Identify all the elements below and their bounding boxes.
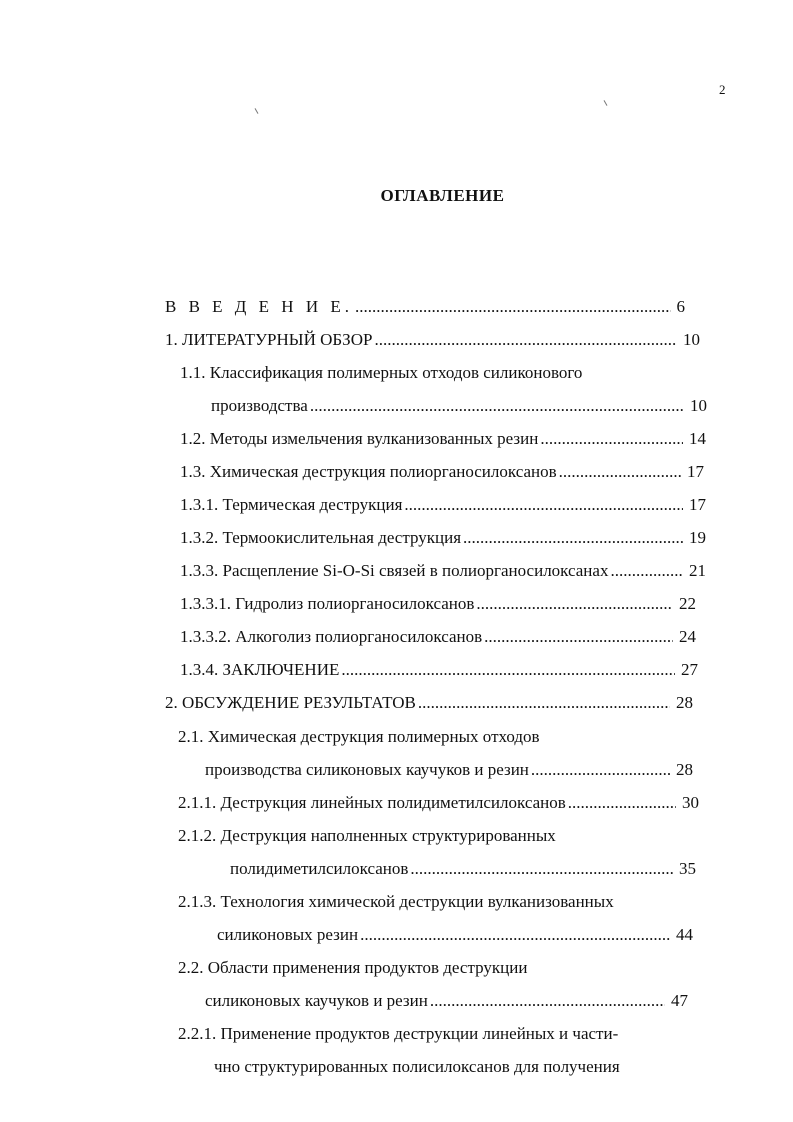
toc-entry-text: производства силиконовых каучуков и резин xyxy=(205,760,529,779)
dot-leader xyxy=(476,593,673,615)
toc-entry-page: 27 xyxy=(681,660,698,679)
toc-entry-text: производства xyxy=(211,396,308,415)
toc-entry-text: чно структурированных полисилоксанов для получения xyxy=(214,1057,620,1076)
dot-leader xyxy=(463,527,683,549)
toc-entry-page: 10 xyxy=(690,396,707,415)
toc-entry xyxy=(180,659,698,681)
toc-entry-page: 30 xyxy=(682,793,699,812)
dot-leader xyxy=(374,329,677,351)
toc-entry-text: 2.1.1. Деструкция линейных полидиметилсилоксанов xyxy=(178,793,566,812)
toc-entry-page: 10 xyxy=(683,330,700,349)
toc-entry-text: 1. ЛИТЕРАТУРНЫЙ ОБЗОР xyxy=(165,330,373,349)
toc-entry-page: 19 xyxy=(689,528,706,547)
dot-leader xyxy=(531,759,670,781)
dot-leader xyxy=(568,792,676,814)
toc-entry-text: 2.1.2. Деструкция наполненных структурированных xyxy=(178,826,556,845)
dot-leader xyxy=(360,924,670,946)
toc-entry xyxy=(165,692,693,714)
dot-leader xyxy=(610,560,683,582)
toc-entry-page: 24 xyxy=(679,627,696,646)
toc-entry-page: 47 xyxy=(671,991,688,1010)
toc-entry-page: 14 xyxy=(689,429,706,448)
toc-entry xyxy=(205,759,693,781)
toc-entry xyxy=(180,527,706,549)
toc-entry-text: 1.2. Методы измельчения вулканизованных резин xyxy=(180,429,539,448)
toc-entry xyxy=(214,1056,620,1078)
toc-entry-page: 22 xyxy=(679,594,696,613)
toc-entry xyxy=(165,296,685,318)
toc-entry xyxy=(211,395,707,417)
dot-leader xyxy=(341,659,675,681)
toc-entry-text: 1.3.1. Термическая деструкция xyxy=(180,495,403,514)
toc-entry xyxy=(180,626,696,648)
toc-entry-page: 6 xyxy=(676,297,685,316)
toc-entry-text: 1.3.3.1. Гидролиз полиорганосилоксанов xyxy=(180,594,475,613)
toc-entry xyxy=(178,792,699,814)
dot-leader xyxy=(418,692,670,714)
toc-entry-page: 21 xyxy=(689,561,706,580)
dot-leader xyxy=(484,626,673,648)
toc-entry-text: 2.2.1. Применение продуктов деструкции линейных и части- xyxy=(178,1024,619,1043)
toc-entry-page: 17 xyxy=(687,462,704,481)
toc-entry-page: 17 xyxy=(689,495,706,514)
scan-speck xyxy=(604,100,608,106)
toc-entry-page: 44 xyxy=(676,925,693,944)
toc-entry-page: 28 xyxy=(676,760,693,779)
dot-leader xyxy=(559,461,681,483)
dot-leader xyxy=(404,494,683,516)
toc-entry-text: 2. ОБСУЖДЕНИЕ РЕЗУЛЬТАТОВ xyxy=(165,693,416,712)
dot-leader xyxy=(310,395,684,417)
toc-entry-page: 35 xyxy=(679,859,696,878)
toc-entry-text: силиконовых каучуков и резин xyxy=(205,991,428,1010)
toc-entry xyxy=(180,362,582,384)
toc-entry-text: 1.3.3. Расщепление Si-O-Si связей в полиорганосилоксанах xyxy=(180,561,609,580)
toc-entry-text: 1.3.3.2. Алкоголиз полиорганосилоксанов xyxy=(180,627,483,646)
toc-entry-text: В В Е Д Е Н И Е. xyxy=(165,297,353,316)
dot-leader xyxy=(540,428,683,450)
toc-entry xyxy=(180,494,706,516)
toc-entry xyxy=(230,858,696,880)
toc-entry xyxy=(178,825,556,847)
page-number: 2 xyxy=(719,82,726,97)
toc-entry xyxy=(205,990,688,1012)
toc-entry-text: 1.3. Химическая деструкция полиорганосилоксанов xyxy=(180,462,557,481)
toc-entry xyxy=(165,329,700,351)
page-title: ОГЛАВЛЕНИЕ xyxy=(380,186,505,205)
toc-entry xyxy=(180,461,704,483)
dot-leader xyxy=(430,990,665,1012)
toc-entry-text: силиконовых резин xyxy=(217,925,359,944)
toc-entry xyxy=(178,1023,618,1045)
toc-entry xyxy=(217,924,693,946)
toc-entry-text: 1.1. Классификация полимерных отходов силиконового xyxy=(180,363,583,382)
toc-entry xyxy=(180,560,706,582)
toc-entry-text: 1.3.2. Термоокислительная деструкция xyxy=(180,528,462,547)
dot-leader xyxy=(410,858,673,880)
toc-entry xyxy=(180,593,696,615)
toc-entry xyxy=(178,726,540,748)
toc-entry-page: 28 xyxy=(676,693,693,712)
toc-entry xyxy=(178,957,527,979)
toc-entry xyxy=(180,428,706,450)
toc-entry-text: 2.2. Области применения продуктов деструкции xyxy=(178,958,528,977)
toc-entry-text: полидиметилсилоксанов xyxy=(230,859,409,878)
toc-entry-text: 2.1.3. Технология химической деструкции вулканизованных xyxy=(178,892,614,911)
toc-entry-text: 2.1. Химическая деструкция полимерных отходов xyxy=(178,727,540,746)
scan-speck xyxy=(255,108,259,114)
toc-entry-text: 1.3.4. ЗАКЛЮЧЕНИЕ xyxy=(180,660,340,679)
toc-entry xyxy=(178,891,614,913)
dot-leader xyxy=(355,296,671,318)
